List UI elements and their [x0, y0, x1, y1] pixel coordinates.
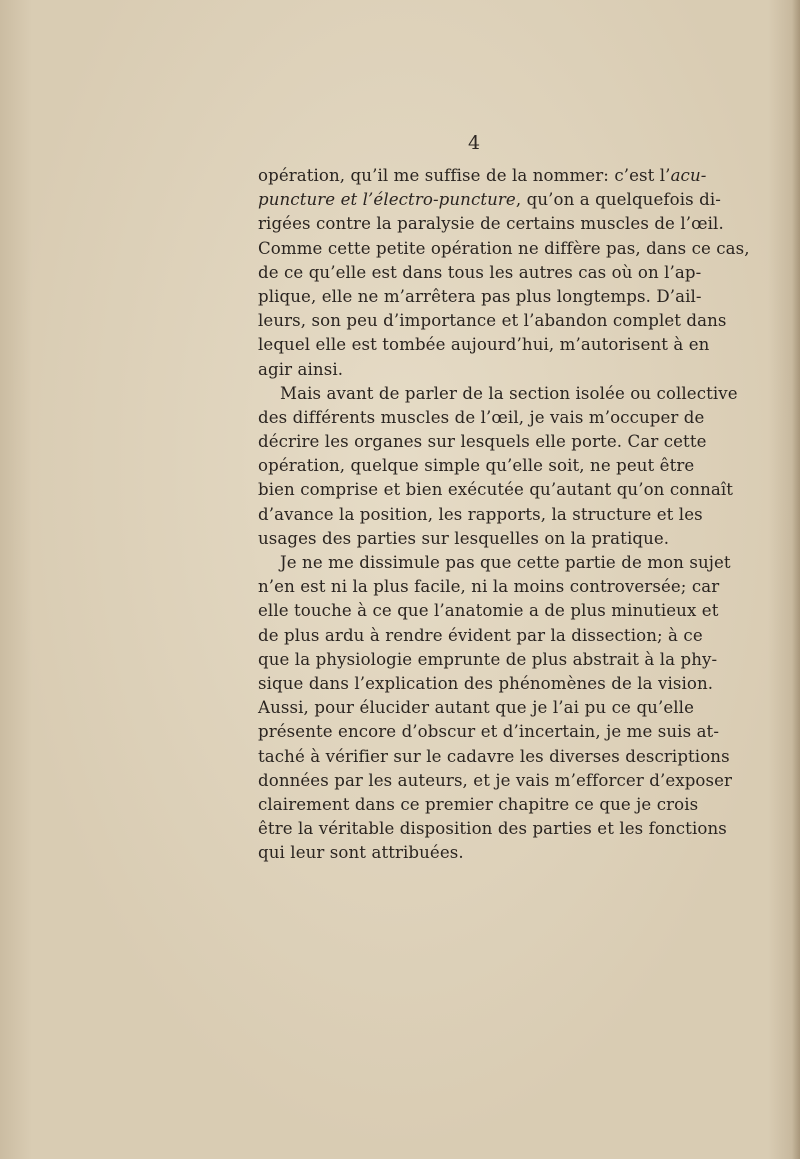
text-segment: taché à vérifier sur le cadavre les diverses descriptions: [258, 746, 730, 766]
text-segment: Aussi, pour élucider autant que je l’ai pu ce qu’elle: [258, 698, 694, 718]
text-segment: décrire les organes sur lesquels elle porte. Car cette: [258, 432, 707, 452]
text-segment: , qu’on a quelquefois di-: [515, 190, 721, 210]
text-line: [258, 672, 714, 696]
text-line: [258, 261, 702, 285]
text-line: [258, 237, 750, 261]
text-segment: leurs, son peu d’importance et l’abandon complet dans: [258, 311, 727, 331]
text-line: [258, 551, 731, 575]
text-line: [258, 599, 719, 623]
text-segment: lequel elle est tombée aujourd’hui, m’autorisent à en: [258, 335, 710, 355]
text-segment: que la physiologie emprunte de plus abstrait à la phy-: [258, 649, 718, 669]
text-line: [258, 382, 738, 406]
text-segment: Je ne me dissimule pas que cette partie de mon sujet: [280, 553, 731, 572]
text-segment: bien comprise et bien exécutée qu’autant qu’on connaît: [258, 480, 734, 500]
text-line: [258, 454, 694, 478]
text-segment: de ce qu’elle est dans tous les autres cas où on l’ap-: [258, 262, 702, 282]
page-number: 4: [467, 132, 481, 154]
text-segment: être la véritable disposition des parties et les fonctions: [258, 819, 727, 839]
text-line: [258, 406, 705, 430]
text-line: [258, 527, 694, 551]
text-segment: opération, qu’il me suffise de la nommer: c’est l’: [258, 166, 671, 185]
text-line: [258, 841, 694, 865]
text-line: [258, 212, 724, 236]
text-segment: d’avance la position, les rapports, la structure et les: [258, 504, 703, 524]
text-line: [258, 745, 730, 769]
text-line: [258, 333, 710, 357]
text-line: [258, 285, 702, 309]
italic-text: acu-: [670, 166, 707, 185]
text-segment: données par les auteurs, et je vais m’efforcer d’exposer: [258, 770, 733, 790]
text-segment: opération, quelque simple qu’elle soit, ne peut être: [258, 456, 695, 476]
text-line: [258, 503, 703, 527]
text-segment: n’en est ni la plus facile, ni la moins controversée; car: [258, 577, 720, 597]
text-segment: elle touche à ce que l’anatomie a de plus minutieux et: [258, 601, 719, 621]
text-line: [258, 358, 694, 382]
text-line: [258, 793, 699, 817]
text-line: [258, 188, 721, 212]
text-segment: de plus ardu à rendre évident par la dissection; à ce: [258, 625, 703, 645]
italic-text: puncture et l’électro-puncture: [258, 190, 516, 210]
text-segment: rigées contre la paralysie de certains muscles de l’œil.: [258, 214, 724, 234]
text-line: [258, 575, 720, 599]
text-segment: usages des parties sur lesquelles on la pratique.: [258, 528, 670, 548]
body-text: [258, 164, 750, 865]
text-segment: clairement dans ce premier chapitre ce que je crois: [258, 794, 699, 814]
text-segment: agir ainsi.: [258, 359, 344, 379]
text-segment: plique, elle ne m’arrêtera pas plus longtemps. D’ail-: [258, 286, 702, 306]
text-line: [258, 817, 727, 841]
text-line: [258, 164, 707, 188]
text-line: [258, 430, 707, 454]
text-line: [258, 478, 734, 502]
text-segment: qui leur sont attribuées.: [258, 843, 464, 863]
text-segment: sique dans l’explication des phénomènes de la vision.: [258, 673, 714, 693]
text-line: [258, 309, 727, 333]
text-segment: des différents muscles de l’œil, je vais m’occuper de: [258, 407, 705, 427]
text-segment: Comme cette petite opération ne diffère pas, dans ce cas,: [258, 238, 750, 258]
text-line: [258, 769, 733, 793]
text-segment: présente encore d’obscur et d’incertain, je me suis at-: [258, 722, 720, 742]
text-line: [258, 648, 718, 672]
text-line: [258, 624, 703, 648]
text-line: [258, 696, 694, 720]
page-edge: [792, 0, 800, 1159]
text-line: [258, 720, 720, 744]
text-segment: Mais avant de parler de la section isolée ou collective: [280, 383, 738, 403]
